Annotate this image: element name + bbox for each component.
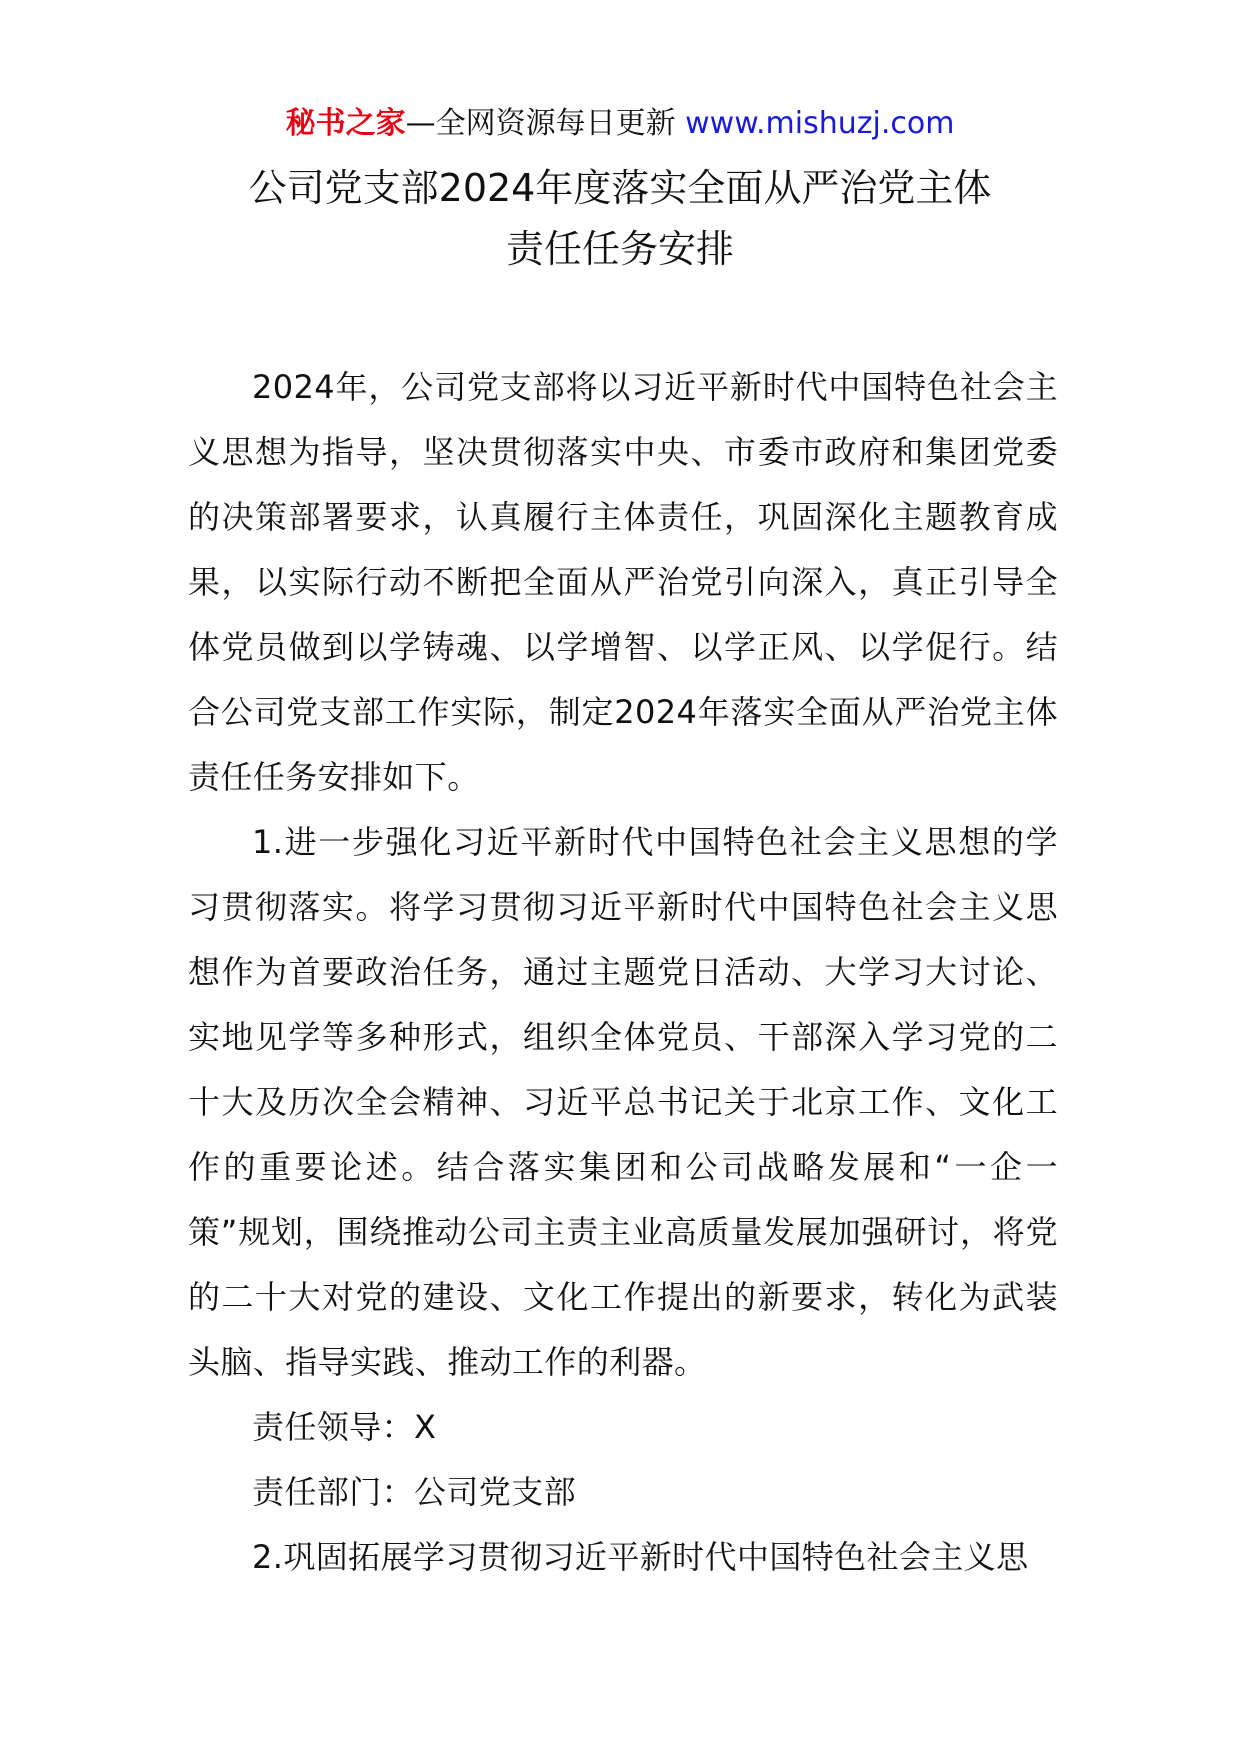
item-2-paragraph: 2.巩固拓展学习贯彻习近平新时代中国特色社会主义思 [252, 1538, 1029, 1576]
title-line-2: 责任任务安排 [505, 227, 734, 271]
responsible-leader: 责任领导：X [252, 1408, 437, 1446]
site-header [0, 104, 1240, 144]
brand-name: 秘书之家 [285, 106, 406, 141]
header-tagline: —全网资源每日更新 [405, 106, 676, 141]
document-title [160, 158, 1080, 280]
document-body [188, 355, 1058, 1590]
title-line-1: 公司党支部2024年度落实全面从严治党主体 [248, 166, 992, 210]
item-1-paragraph: 1.进一步强化习近平新时代中国特色社会主义思想的学习贯彻落实。将学习贯彻习近平新时代中国特色社会主义思想作为首要政治任务，通过主题党日活动、大学习大讨论、实地见学等多种形式，组织全体党员、干部深入学习党的二十大及历次全会精神、习近平总书记关于北京工作、文化工作的重要论述。结合落实集团和公司战略发展和“一企一策”规划，围绕推动公司主责主业高质量发展加强研讨，将党的二十大对党的建设、文化工作提出的新要求，转化为武装头脑、指导实践、推动工作的利器。 [188, 823, 1058, 1381]
site-url-link[interactable]: www.mishuzj.com [685, 106, 955, 141]
responsible-department: 责任部门：公司党支部 [252, 1473, 577, 1511]
intro-paragraph: 2024年，公司党支部将以习近平新时代中国特色社会主义思想为指导，坚决贯彻落实中央、市委市政府和集团党委的决策部署要求，认真履行主体责任，巩固深化主题教育成果，以实际行动不断把全面从严治党引向深入，真正引导全体党员做到以学铸魂、以学增智、以学正风、以学促行。结合公司党支部工作实际，制定2024年落实全面从严治党主体责任任务安排如下。 [188, 368, 1058, 796]
